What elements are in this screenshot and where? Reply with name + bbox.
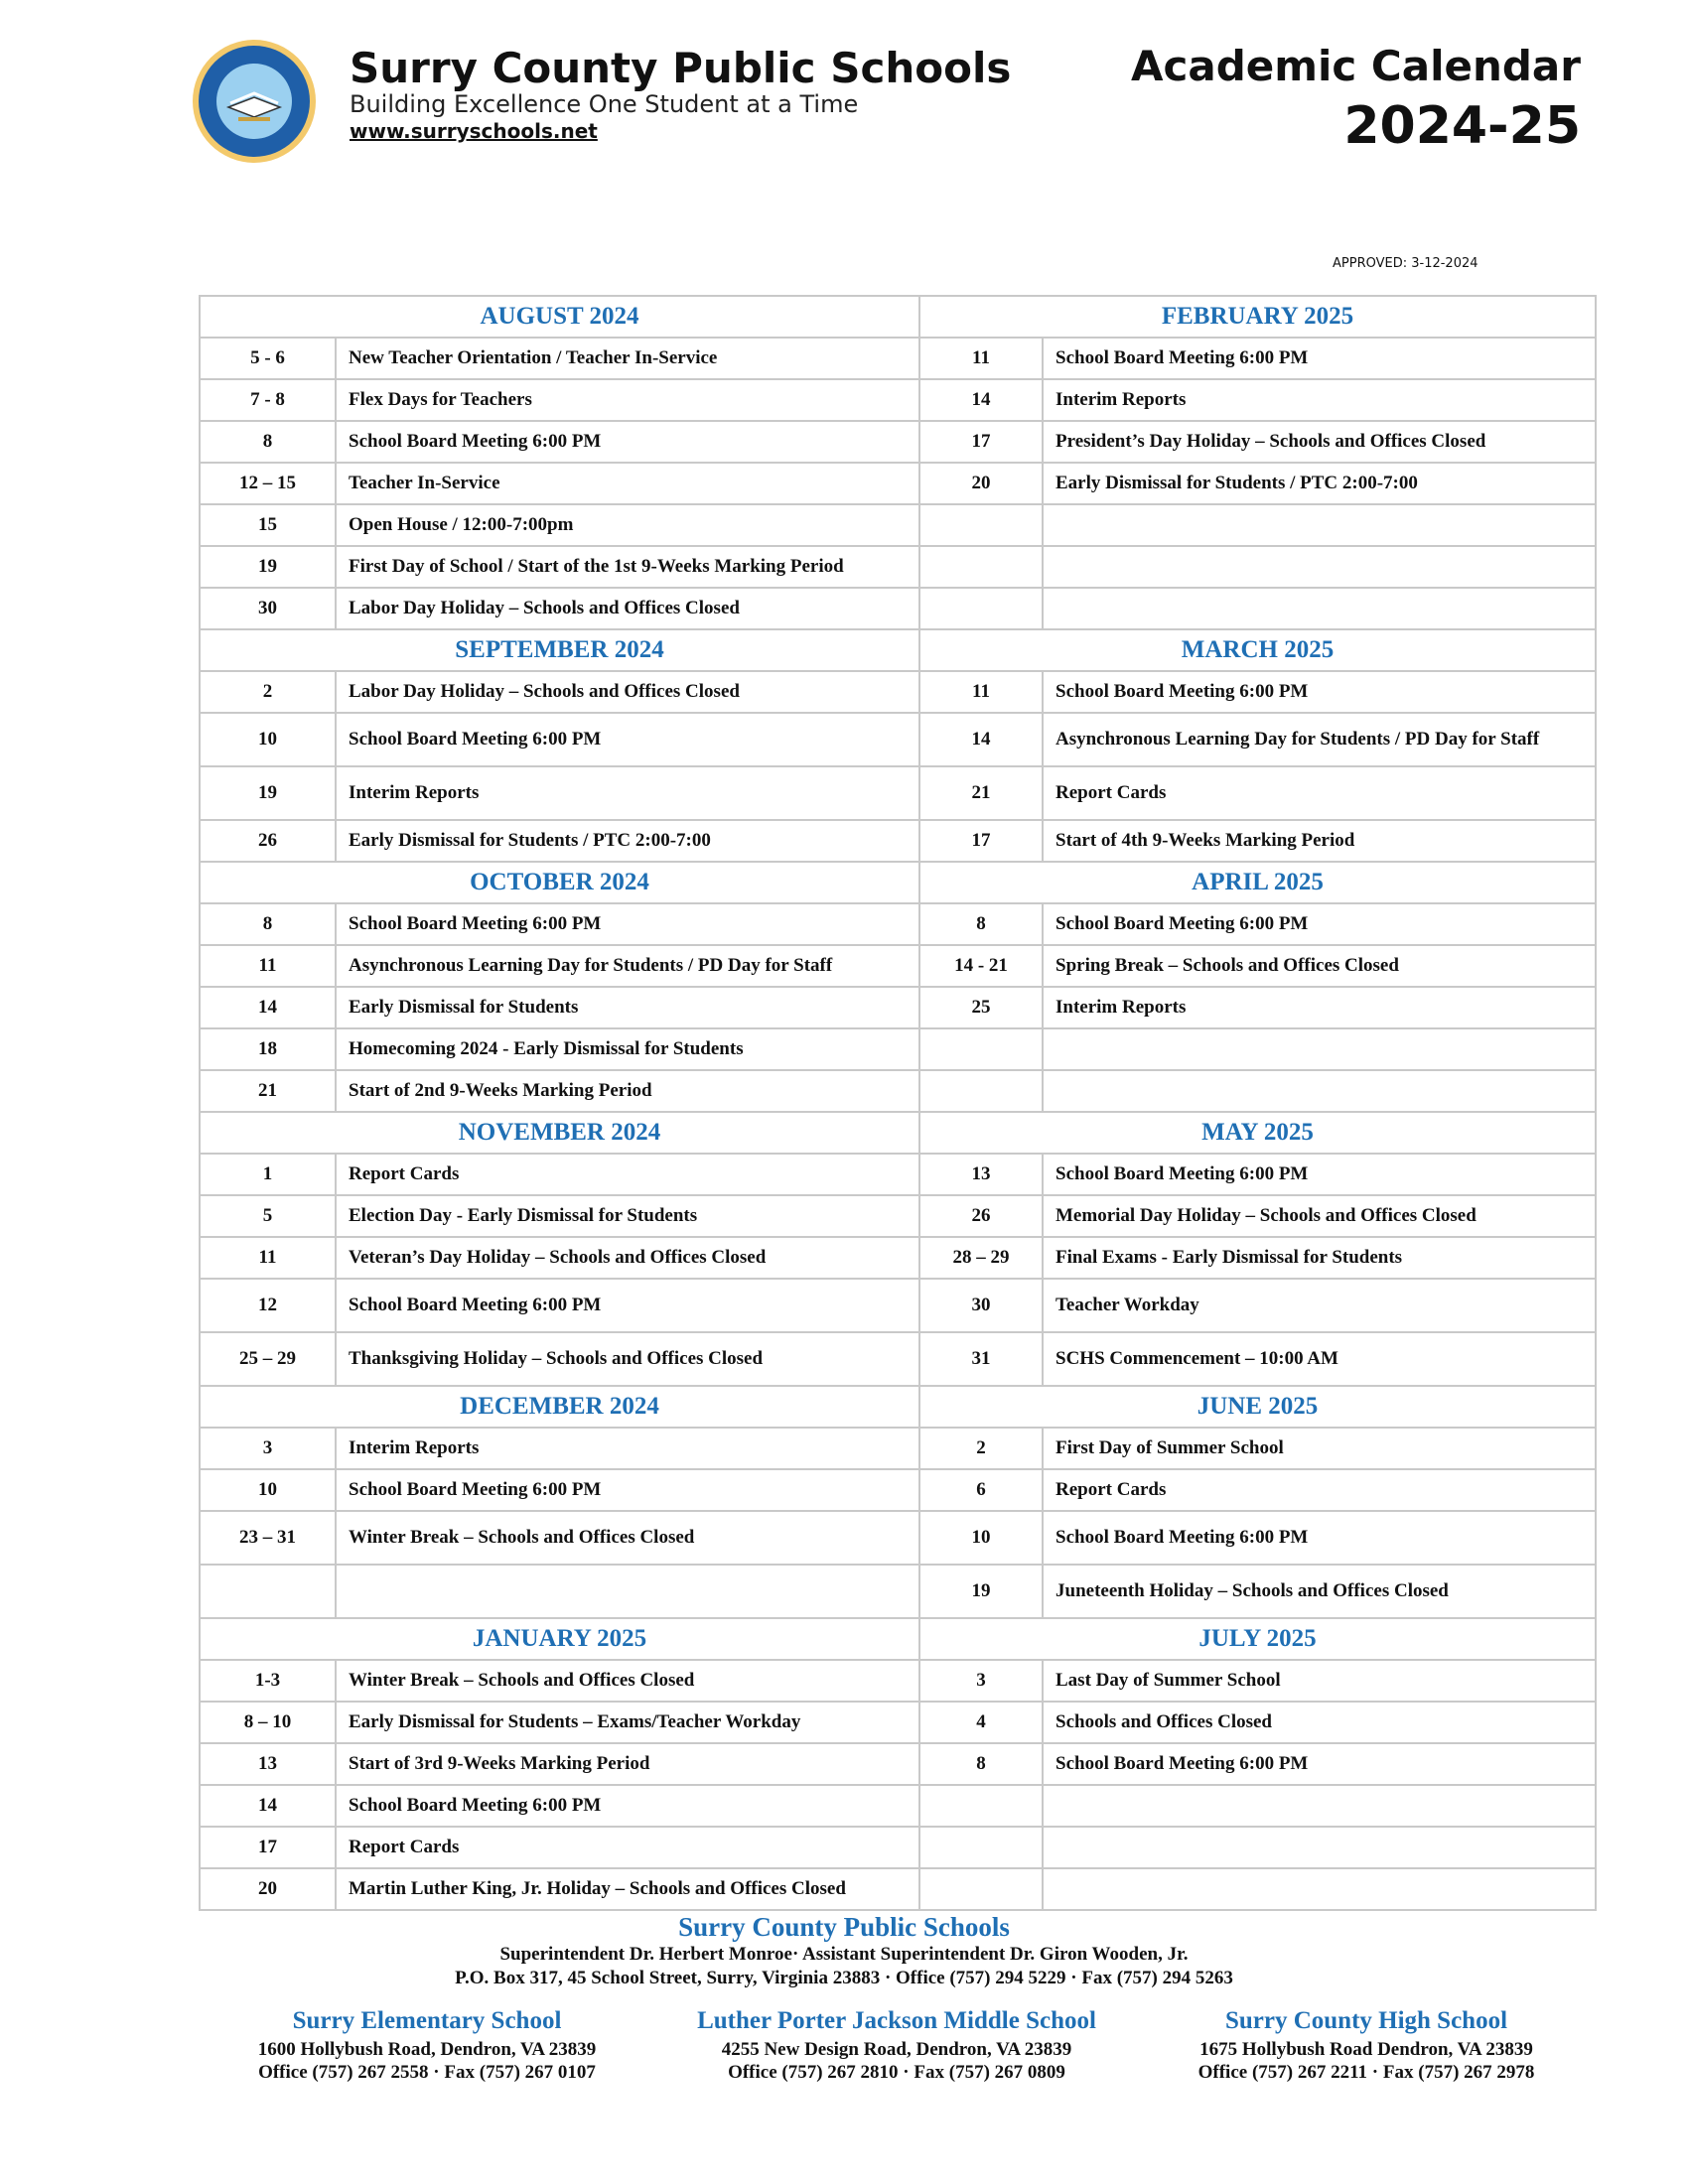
event-date: 17 (919, 421, 1043, 463)
event-date: 1-3 (200, 1660, 336, 1702)
month-title: NOVEMBER 2024 (200, 1112, 919, 1154)
month-title: MAY 2025 (919, 1112, 1596, 1154)
event-date: 5 (200, 1195, 336, 1237)
org-tagline: Building Excellence One Student at a Time (350, 90, 859, 119)
empty-cell (1043, 1070, 1596, 1112)
table-row (200, 1332, 1596, 1386)
event-date: 3 (919, 1660, 1043, 1702)
event-description: President’s Day Holiday – Schools and Offices Closed (1043, 421, 1596, 463)
event-description: Labor Day Holiday – Schools and Offices Closed (336, 671, 919, 713)
table-row (200, 713, 1596, 766)
school-address: 4255 New Design Road, Dendron, VA 23839 (721, 2038, 1072, 2060)
event-date: 8 (919, 903, 1043, 945)
month-title: SEPTEMBER 2024 (200, 629, 919, 671)
empty-cell (200, 1565, 336, 1618)
event-date: 17 (919, 820, 1043, 862)
empty-cell (336, 1565, 919, 1618)
event-description: School Board Meeting 6:00 PM (1043, 1743, 1596, 1785)
event-date: 25 (919, 987, 1043, 1028)
table-row (200, 1660, 1596, 1702)
table-row (200, 671, 1596, 713)
empty-cell (1043, 1785, 1596, 1827)
table-row (200, 588, 1596, 629)
table-row (200, 1868, 1596, 1910)
event-date: 10 (919, 1511, 1043, 1565)
event-date: 5 - 6 (200, 338, 336, 379)
event-date: 11 (919, 671, 1043, 713)
website-link[interactable]: www.surryschools.net (350, 118, 598, 143)
table-row (200, 1237, 1596, 1279)
table-row (200, 1702, 1596, 1743)
event-date: 14 (200, 1785, 336, 1827)
event-description: Juneteenth Holiday – Schools and Offices Closed (1043, 1565, 1596, 1618)
event-description: School Board Meeting 6:00 PM (1043, 671, 1596, 713)
empty-cell (1043, 1827, 1596, 1868)
event-description: Labor Day Holiday – Schools and Offices Closed (336, 588, 919, 629)
event-date: 4 (919, 1702, 1043, 1743)
event-description: Open House / 12:00-7:00pm (336, 504, 919, 546)
empty-cell (919, 1868, 1043, 1910)
event-description: Teacher Workday (1043, 1279, 1596, 1332)
event-description: Start of 2nd 9-Weeks Marking Period (336, 1070, 919, 1112)
event-description: Spring Break – Schools and Offices Closed (1043, 945, 1596, 987)
event-date: 8 – 10 (200, 1702, 336, 1743)
empty-cell (919, 1070, 1043, 1112)
event-date: 1 (200, 1154, 336, 1195)
district-footer (0, 1911, 1688, 1990)
footer-title: Surry County Public Schools (678, 1912, 1010, 1942)
event-date: 26 (919, 1195, 1043, 1237)
school-name: Surry Elementary School (292, 2007, 562, 2034)
table-row (200, 379, 1596, 421)
table-row (200, 1743, 1596, 1785)
month-header-row (200, 862, 1596, 903)
event-description: Interim Reports (336, 766, 919, 820)
table-row (200, 463, 1596, 504)
empty-cell (919, 504, 1043, 546)
event-description: Interim Reports (336, 1428, 919, 1469)
event-description: Report Cards (1043, 1469, 1596, 1511)
event-description: Start of 4th 9-Weeks Marking Period (1043, 820, 1596, 862)
event-date: 20 (919, 463, 1043, 504)
empty-cell (919, 1785, 1043, 1827)
event-date: 20 (200, 1868, 336, 1910)
district-seal-logo (191, 38, 318, 165)
school-phone: Office (757) 267 2211 · Fax (757) 267 2978 (1197, 2062, 1535, 2084)
event-date: 11 (919, 338, 1043, 379)
event-description: Thanksgiving Holiday – Schools and Offices Closed (336, 1332, 919, 1386)
empty-cell (1043, 504, 1596, 546)
table-row (200, 1154, 1596, 1195)
event-description: School Board Meeting 6:00 PM (1043, 338, 1596, 379)
table-row (200, 1279, 1596, 1332)
month-title: APRIL 2025 (919, 862, 1596, 903)
month-header-row (200, 1618, 1596, 1660)
event-date: 8 (200, 421, 336, 463)
empty-cell (919, 588, 1043, 629)
school-info (668, 2005, 1125, 2085)
table-row (200, 1827, 1596, 1868)
table-row (200, 1469, 1596, 1511)
table-row (200, 903, 1596, 945)
table-row (200, 338, 1596, 379)
event-description: Early Dismissal for Students (336, 987, 919, 1028)
event-description: Early Dismissal for Students – Exams/Teacher Workday (336, 1702, 919, 1743)
event-date: 10 (200, 713, 336, 766)
event-description: Start of 3rd 9-Weeks Marking Period (336, 1743, 919, 1785)
event-date: 14 - 21 (919, 945, 1043, 987)
event-description: SCHS Commencement – 10:00 AM (1043, 1332, 1596, 1386)
event-date: 19 (200, 766, 336, 820)
event-date: 13 (200, 1743, 336, 1785)
org-name: Surry County Public Schools (350, 44, 1012, 92)
event-description: Homecoming 2024 - Early Dismissal for Students (336, 1028, 919, 1070)
table-row (200, 766, 1596, 820)
event-description: Report Cards (1043, 766, 1596, 820)
event-description: School Board Meeting 6:00 PM (336, 1279, 919, 1332)
month-header-row (200, 296, 1596, 338)
table-row (200, 1195, 1596, 1237)
event-description: Martin Luther King, Jr. Holiday – Schools and Offices Closed (336, 1868, 919, 1910)
event-description: School Board Meeting 6:00 PM (1043, 1154, 1596, 1195)
month-title: MARCH 2025 (919, 629, 1596, 671)
event-date: 3 (200, 1428, 336, 1469)
event-description: Winter Break – Schools and Offices Closed (336, 1660, 919, 1702)
event-description: Winter Break – Schools and Offices Closed (336, 1511, 919, 1565)
event-date: 12 – 15 (200, 463, 336, 504)
empty-cell (1043, 1868, 1596, 1910)
event-description: First Day of School / Start of the 1st 9-Weeks Marking Period (336, 546, 919, 588)
event-description: Memorial Day Holiday – Schools and Offices Closed (1043, 1195, 1596, 1237)
empty-cell (1043, 1028, 1596, 1070)
event-date: 8 (200, 903, 336, 945)
page-header (191, 38, 1581, 167)
approved-date: APPROVED: 3-12-2024 (1333, 256, 1478, 271)
event-date: 30 (200, 588, 336, 629)
event-description: Report Cards (336, 1827, 919, 1868)
table-row (200, 1028, 1596, 1070)
month-title: AUGUST 2024 (200, 296, 919, 338)
event-date: 8 (919, 1743, 1043, 1785)
table-row (200, 546, 1596, 588)
school-info (199, 2005, 655, 2085)
event-date: 28 – 29 (919, 1237, 1043, 1279)
event-date: 23 – 31 (200, 1511, 336, 1565)
event-description: First Day of Summer School (1043, 1428, 1596, 1469)
calendar-title: Academic Calendar (1130, 42, 1581, 90)
event-date: 31 (919, 1332, 1043, 1386)
event-description: Report Cards (336, 1154, 919, 1195)
school-address: 1600 Hollybush Road, Dendron, VA 23839 (257, 2038, 597, 2060)
event-date: 15 (200, 504, 336, 546)
table-row (200, 987, 1596, 1028)
event-date: 7 - 8 (200, 379, 336, 421)
table-row (200, 1565, 1596, 1618)
table-row (200, 421, 1596, 463)
event-description: Early Dismissal for Students / PTC 2:00-7:00 (336, 820, 919, 862)
table-row (200, 504, 1596, 546)
event-description: School Board Meeting 6:00 PM (336, 1785, 919, 1827)
school-info (1138, 2005, 1595, 2085)
event-date: 30 (919, 1279, 1043, 1332)
table-row (200, 1511, 1596, 1565)
event-description: Flex Days for Teachers (336, 379, 919, 421)
event-description: New Teacher Orientation / Teacher In-Service (336, 338, 919, 379)
month-header-row (200, 1112, 1596, 1154)
school-address: 1675 Hollybush Road Dendron, VA 23839 (1199, 2038, 1533, 2060)
empty-cell (919, 1028, 1043, 1070)
month-title: JUNE 2025 (919, 1386, 1596, 1428)
event-description: Teacher In-Service (336, 463, 919, 504)
month-title: FEBRUARY 2025 (919, 296, 1596, 338)
event-description: Final Exams - Early Dismissal for Students (1043, 1237, 1596, 1279)
event-description: Asynchronous Learning Day for Students / PD Day for Staff (336, 945, 919, 987)
academic-calendar-table (199, 295, 1597, 1911)
event-description: Interim Reports (1043, 379, 1596, 421)
school-phone: Office (757) 267 2810 · Fax (757) 267 0809 (728, 2062, 1065, 2084)
empty-cell (919, 546, 1043, 588)
table-row (200, 1428, 1596, 1469)
event-date: 11 (200, 1237, 336, 1279)
event-description: Election Day - Early Dismissal for Students (336, 1195, 919, 1237)
event-date: 11 (200, 945, 336, 987)
footer-address: P.O. Box 317, 45 School Street, Surry, Virginia 23883 · Office (757) 294 5229 · Fax (757) 294 5263 (455, 1968, 1233, 1989)
event-date: 21 (200, 1070, 336, 1112)
school-name: Surry County High School (1224, 2007, 1508, 2034)
schools-list (199, 2005, 1595, 2085)
event-date: 14 (919, 379, 1043, 421)
event-description: Early Dismissal for Students / PTC 2:00-7:00 (1043, 463, 1596, 504)
event-date: 18 (200, 1028, 336, 1070)
event-date: 6 (919, 1469, 1043, 1511)
event-date: 2 (200, 671, 336, 713)
event-description: Veteran’s Day Holiday – Schools and Offices Closed (336, 1237, 919, 1279)
empty-cell (1043, 588, 1596, 629)
empty-cell (1043, 546, 1596, 588)
month-header-row (200, 629, 1596, 671)
calendar-year: 2024-25 (1343, 96, 1581, 156)
table-row (200, 945, 1596, 987)
table-row (200, 1785, 1596, 1827)
event-description: Last Day of Summer School (1043, 1660, 1596, 1702)
event-date: 10 (200, 1469, 336, 1511)
event-date: 21 (919, 766, 1043, 820)
table-row (200, 1070, 1596, 1112)
month-title: JULY 2025 (919, 1618, 1596, 1660)
event-date: 2 (919, 1428, 1043, 1469)
footer-administration: Superintendent Dr. Herbert Monroe· Assistant Superintendent Dr. Giron Wooden, Jr. (499, 1944, 1189, 1966)
event-date: 25 – 29 (200, 1332, 336, 1386)
event-date: 19 (200, 546, 336, 588)
event-date: 14 (200, 987, 336, 1028)
event-description: School Board Meeting 6:00 PM (336, 903, 919, 945)
month-title: JANUARY 2025 (200, 1618, 919, 1660)
month-title: OCTOBER 2024 (200, 862, 919, 903)
school-phone: Office (757) 267 2558 · Fax (757) 267 0107 (258, 2062, 596, 2084)
event-description: Interim Reports (1043, 987, 1596, 1028)
event-description: Schools and Offices Closed (1043, 1702, 1596, 1743)
event-description: School Board Meeting 6:00 PM (336, 713, 919, 766)
school-name: Luther Porter Jackson Middle School (697, 2007, 1096, 2034)
event-date: 26 (200, 820, 336, 862)
event-description: School Board Meeting 6:00 PM (336, 421, 919, 463)
event-description: School Board Meeting 6:00 PM (1043, 903, 1596, 945)
month-header-row (200, 1386, 1596, 1428)
event-description: School Board Meeting 6:00 PM (1043, 1511, 1596, 1565)
event-date: 14 (919, 713, 1043, 766)
month-title: DECEMBER 2024 (200, 1386, 919, 1428)
event-description: Asynchronous Learning Day for Students / PD Day for Staff (1043, 713, 1596, 766)
calendar-title-block (1131, 42, 1581, 156)
event-description: School Board Meeting 6:00 PM (336, 1469, 919, 1511)
empty-cell (919, 1827, 1043, 1868)
event-date: 12 (200, 1279, 336, 1332)
table-row (200, 820, 1596, 862)
event-date: 19 (919, 1565, 1043, 1618)
event-date: 17 (200, 1827, 336, 1868)
event-date: 13 (919, 1154, 1043, 1195)
